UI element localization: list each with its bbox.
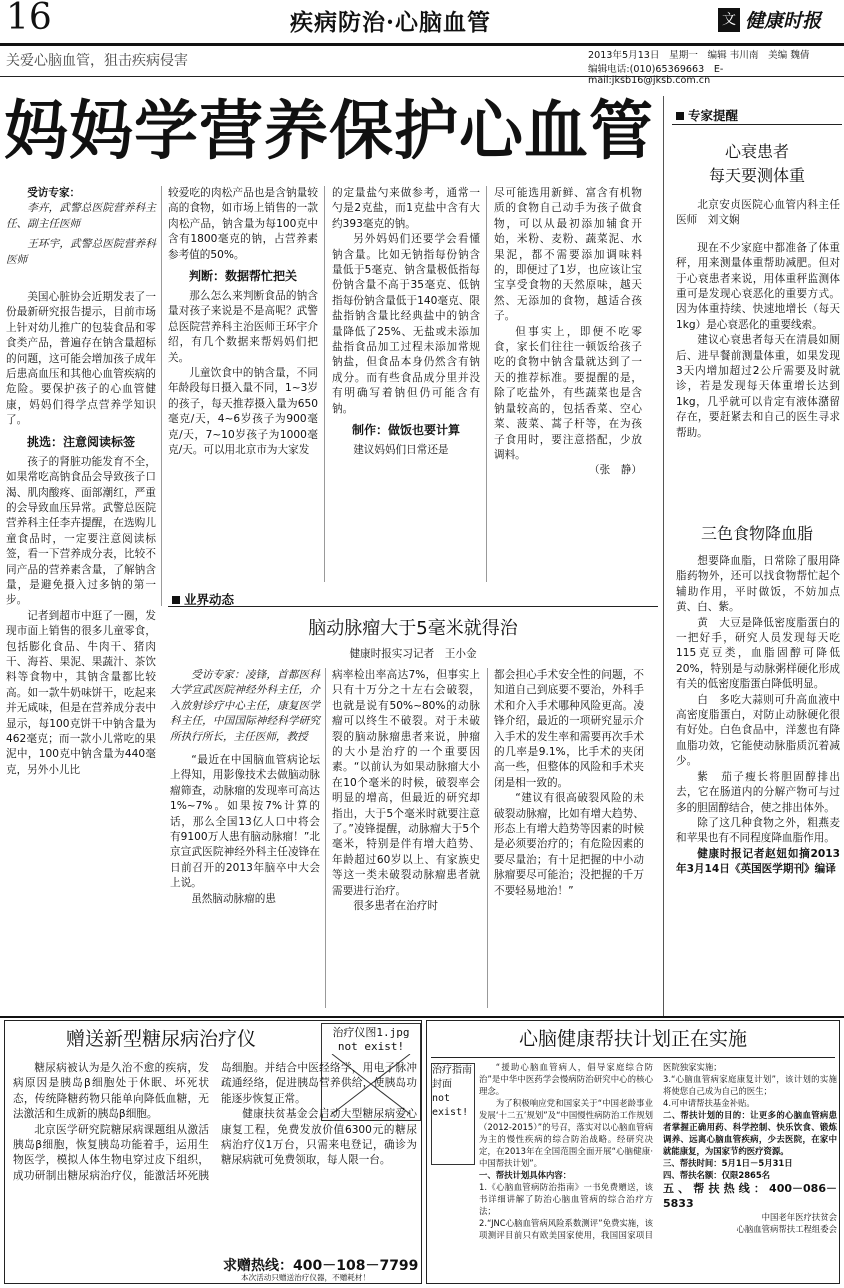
main-col-4 [494,186,642,582]
paragraph: “援助心脑血管病人，倡导家庭综合防治”是中华中医药学会慢病防治研究中心的核心理念。 [479,1062,653,1096]
ad-diabetes-image-text: 治疗仪图1.jpg not exist! [324,1026,418,1054]
sidebar-title-line-2: 每天要测体重 [708,166,805,185]
date-line: 2013年5月13日 星期一 编辑 韦川南 美编 魏倩 [588,50,810,61]
main-headline: 妈妈学营养保护心血管 [4,95,654,169]
logo-icon: 文 [718,8,740,32]
news-byline: 健康时报实习记者 王小金 [349,648,477,660]
news-col-1 [170,668,320,1012]
main-col-2 [168,186,318,582]
ad-heart-heading: 一、帮扶计划具体内容： [479,1170,572,1180]
paragraph: 都会担心手术安全性的问题，不知道自己到底要不要治，外科手术和介入手术哪种风险更高。凌锋介绍，最近的一项研究显示介入手术的发生率和需要再次手术的几率是9.1%，比手术的夹闭高一些，但整体的风险和手术夹闭是相一致的。 [494,669,644,789]
paragraph: 儿童饮食中的钠含量，不同年龄段每日摄入量不同，1~3岁的孩子，每天推荐摄入量为650毫克/天，4~6岁孩子为900毫克/天，7~10岁孩子为1000毫克/天。可以用北京市为大家发 [168,367,318,457]
ad-heart-title: 心脑健康帮扶计划正在实施 [518,1028,747,1050]
paragraph: 现在不少家庭中都准备了体重秤，用来测量体重帮助减肥。但对于心衰患者来说，用体重秤监测体重可是发现心衰恶化的重要方式。因为体重持续、快速地增长（每天1kg）是心衰恶化的重要线索。 [676,241,840,331]
sidebar-byline: 北京安贞医院心血管内科主任医师 刘文娴 [676,199,840,227]
section-title: 疾病防治·心脑血管 [290,9,492,36]
expert-1: 李卉，武警总医院营养科主任、副主任医师 [6,202,156,230]
paragraph: 健康扶贫基金会启动大型糖尿病爱心康复工程，免费发放价值6300元的糖尿病治疗仪1万台，只需来电登记，确诊为糖尿病就可免费领取，每人限一台。 [221,1108,417,1167]
author: （张 静） [589,464,642,477]
news-title: 脑动脉瘤大于5毫米就得治 [308,618,518,639]
ad-heart-body [479,1061,837,1281]
ad-diabetes-note: 本次活动只赠送治疗仪器，不赠耗材！ [241,1273,371,1282]
news-col-2 [332,668,480,1012]
ad-diabetes-hotline[interactable]: 求赠热线：400－108－7799 [223,1258,419,1274]
sidebar-title [672,140,842,188]
paragraph: 建议心衰患者每天在清晨如厕后、进早餐前测量体重，如果发现3天内增加超过2公斤需要及时就诊，若是发现每天体重增长达到1kg，几乎就可以肯定有液体潴留存在，要赶紧去和自己的医生寻求帮助。 [676,334,840,439]
list-item: 3.“心脑血管病家庭康复计划”，该计划的实施将使您自己成为自己的医生； [663,1074,837,1096]
paragraph: 尽可能选用新鲜、富含有机物质的食物自己动手为孩子做食物，可以从最初添加辅食开始，米粉、麦粉、蔬菜泥、水果泥，都不需要添加调味料的，即便过了1岁，也应该让宝宝享受食物的天然原味，越天然、无添加的食物，越适合孩子。 [494,187,642,323]
paragraph: 记者到超市中逛了一圈，发现市面上销售的很多儿童零食，包括膨化食品、牛肉干、猪肉干、海苔、果泥、果蔬汁、茶饮料等食物中，其钠含量都比较高。如一款牛奶味饼干，吃起来并无咸味，但是在营养成分表中显示，每100克饼干中钠含量为462毫克；而一款小儿常吃的果泥中，100克中钠含量为440毫克，另外小儿比 [6,609,156,776]
paragraph: 较爱吃的肉松产品也是含钠量较高的食物，如市场上销售的一款肉松产品，钠含量为每100克中含有1800毫克的钠，占营养素参考值的50%。 [168,187,318,261]
ad-heart-heading: 二、帮扶计划的目的：让更多的心脑血管病患者掌握正确用药、科学控制、快乐饮食、锻炼调养、远离心脑血管疾病，少去医院，在家中就能康复，为国家节约医疗资源。 [663,1110,837,1156]
subheading: 挑选：注意阅读标签 [26,434,135,449]
paragraph: 黄 大豆是降低密度脂蛋白的一把好手，研究人员发现每天吃115克豆类，血脂固醇可降低20%，特别是与动脉粥样硬化形成有关的低密度脂蛋白降低明显。 [676,616,840,691]
paragraph: 孩子的肾脏功能发育不全，如果常吃高钠食品会导致孩子口渴、肌肉酸疼、面部潮红，严重的会导致血压异常。武警总医院营养科主任李卉提醒，在选购儿童食品时，一定要注意阅读标签，看一下营养成分表，比较不同产品的营养素含量，了解钠含量，是避免摄入过多钠的第一步。 [6,455,156,607]
paragraph: 除了这几种食物之外，粗燕麦和苹果也有不同程度降血脂作用。 [676,816,840,845]
ad-heart-image [431,1063,475,1165]
ad-diabetes-body [13,1061,417,1257]
logo [718,6,836,34]
sidebar-title-2: 三色食物降血脂 [700,524,813,543]
list-item: 2.“JNC心脑血管病风险系数测评”免费实施，该项测评目前只有欧美国家使用，我国国家项目医院独家实施； [479,1062,722,1240]
ad-heart-image-text: 治疗指南封面 not exist! [432,1065,472,1118]
ad-heart-hotline[interactable]: 五、帮扶热线：400－086－5833 [663,1182,837,1210]
sidebar-section-label: 专家提醒 [676,106,738,124]
news-col-3 [494,668,644,1012]
list-item: 4.可申请帮扶基金补贴。 [663,1098,755,1108]
ad-heart-org: 心脑血管病帮扶工程组委会 [736,1224,837,1234]
paragraph: “建议有很高破裂风险的未破裂动脉瘤，比如有增大趋势、形态上有增大趋势等因素的时候是必须要治疗的；有危险因素的要尽量治；有十足把握的中小动脉瘤要尽可能治；没把握的千万不要轻易地治！” [494,792,644,897]
paragraph: 白 多吃大蒜则可升高血液中高密度脂蛋白，对防止动脉硬化很有好处。白色食品中，洋葱也有降血脂功效，它能使动脉脂质沉着减少。 [676,693,840,768]
main-col-3 [332,186,480,582]
sidebar-credit: 健康时报记者赵妞如摘2013年3月14日《英国医学期刊》编译 [676,847,840,876]
ad-diabetes [4,1020,422,1284]
paragraph: 病率检出率高达7%，但事实上只有十万分之十左右会破裂，也就是说有50%~80%的动脉瘤可以终生不破裂。对于未破裂的脑动脉瘤患者来说，肿瘤的大小是治疗的一个重要因素。“以前认为如果动脉瘤大小在10个毫米的时候，破裂率会明显的增高，但最近的研究却指出，大于5个毫米时就要注意了。”凌锋提醒，动脉瘤大于5个毫米，特别是伴有增大趋势、年龄超过60岁以上、有家族史等这一类未破裂动脉瘤患者就需要进行治疗。 [332,669,480,897]
paragraph: 北京医学研究院糖尿病课题组从激活胰岛β细胞，恢复胰岛功能着手，运用生物医学，模拟人体生物电穿过皮下组织，成功研制出糖尿病治疗仪，能激活坏死胰岛细胞。并结合中医经络学，用电子脉冲疏通经络，促进胰岛营养供给，使胰岛功能逐步恢复正常。 [13,1062,417,1182]
paragraph: 糖尿病被认为是久治不愈的疾病，发病原因是胰岛β细胞处于休眠、坏死状态，传统降糖药物只能单向降低血糖，无法激活和生成新的胰岛β细胞。 [13,1062,209,1121]
paragraph: 的定量盐勺来做参考，通常一勺是2克盐，而1克盐中含有大约393毫克的钠。 [332,187,480,230]
paragraph: 紫 茄子瘦长将胆固醇排出去，它在肠道内的分解产物可与过多的胆固醇结合，使之排出体外。 [676,770,840,814]
logo-text: 健康时报 [745,10,822,32]
paragraph: 建议妈妈们日常还是 [353,444,449,457]
paragraph: “最近在中国脑血管病论坛上得知，用影像技术去做脑动脉瘤筛查，动脉瘤的发现率可高达1%~7%。如果按7%计算的话，那么全国13亿人口中将会有9100万人患有脑动脉瘤！”北京宣武医院神经外科主任凌锋在日前召开的2013年脑卒中大会上说。 [170,754,320,890]
page-number: 16 [6,0,52,38]
ad-heart [426,1020,840,1284]
expert-2: 王环宇，武警总医院营养科医师 [6,238,156,266]
subheading: 判断：数据帮忙把关 [188,269,297,284]
list-item: 1.《心脑血管病防治指南》一书免费赠送，该书详细讲解了防治心脑血管病的综合治疗方法； [479,1182,653,1216]
ad-heart-org: 中国老年医疗扶贫会 [761,1212,837,1222]
contact-line: 编辑电话:(010)65369663 E-mail:jksb16@jksb.com.cn [588,64,724,86]
sidebar-article-1 [676,198,840,520]
paragraph: 那么怎么来判断食品的钠含量对孩子来说是不是高呢？武警总医院营养科主治医师王环宇介绍，有几个数据来帮妈妈们把关。 [168,290,318,364]
paragraph: 美国心脏协会近期发表了一份最新研究报告提示，目前市场上针对幼儿推广的包装食品和零食类产品，普遍存在钠含量超标的问题，这可能会增加孩子成年后患高血压和其他心血管疾病的危险。要保护孩子的心血管健康，妈妈们得学点营养学知识了。 [6,291,156,427]
experts-label: 受访专家： [27,187,81,199]
paragraph: 想要降血脂，日常除了服用降脂药物外，还可以找食物帮忙起个辅助作用，平时做饭，不妨加点黄、白、紫。 [676,555,840,614]
slogan: 关爱心脑血管，狙击疾病侵害 [6,53,188,69]
ad-heart-heading: 三、帮扶时间：5月1日－5月31日 [663,1158,793,1168]
paragraph: 但事实上，即便不吃零食，家长们往往一顿饭给孩子吃的食物中钠含量就达到了一天的推荐标准。要提醒的是，除了吃盐外，有些蔬菜也是含钠量较高的，包括香菜、空心菜、菠菜、蒿子杆等，在为孩子食用时，要注意搭配，少放调料。 [494,325,642,461]
paragraph: 为了积极响应党和国家关于“中国老龄事业发展‘十二五’规划”及“中国慢性病防治工作规划（2012-2015）”的号召，落实对以心脑血管病为主的慢性疾病的综合防治战略。经研究决定，在2013年在全国范围全面开展“心脑健康·中国帮扶计划”。 [479,1098,653,1168]
ad-heart-heading: 四、帮扶名额：仅限2865名 [663,1170,771,1180]
main-col-1 [6,186,156,776]
news-experts: 受访专家：凌锋，首都医科大学宣武医院神经外科主任，介入放射诊疗中心主任，康复医学科主任，中国国际神经科学研究所执行所长，主任医师，教授 [170,669,320,743]
paragraph: 虽然脑动脉瘤的患 [191,892,276,905]
ad-diabetes-title: 赠送新型糖尿病治疗仪 [65,1028,256,1050]
paragraph: 很多患者在治疗时 [353,900,438,913]
news-section-label: 业界动态 [172,590,234,608]
sidebar-title-line-1: 心衰患者 [724,142,789,161]
paragraph: 另外妈妈们还要学会看懂钠含量。比如无钠指每份钠含量低于5毫克、钠含量极低指每份钠含量不高于35毫克、低钠指每份钠含量低于140毫克、限盐指钠含量比经典盐中的钠含量降低了25%、无盐或未添加盐指食品加工过程未添加常规钠盐，但食品本身仍然含有钠成分。而有些食品成分里并没有明确写着钠但仍可能含有钠。 [332,233,480,415]
subheading: 制作：做饭也要计算 [351,423,460,438]
sidebar-article-2 [676,554,840,1016]
